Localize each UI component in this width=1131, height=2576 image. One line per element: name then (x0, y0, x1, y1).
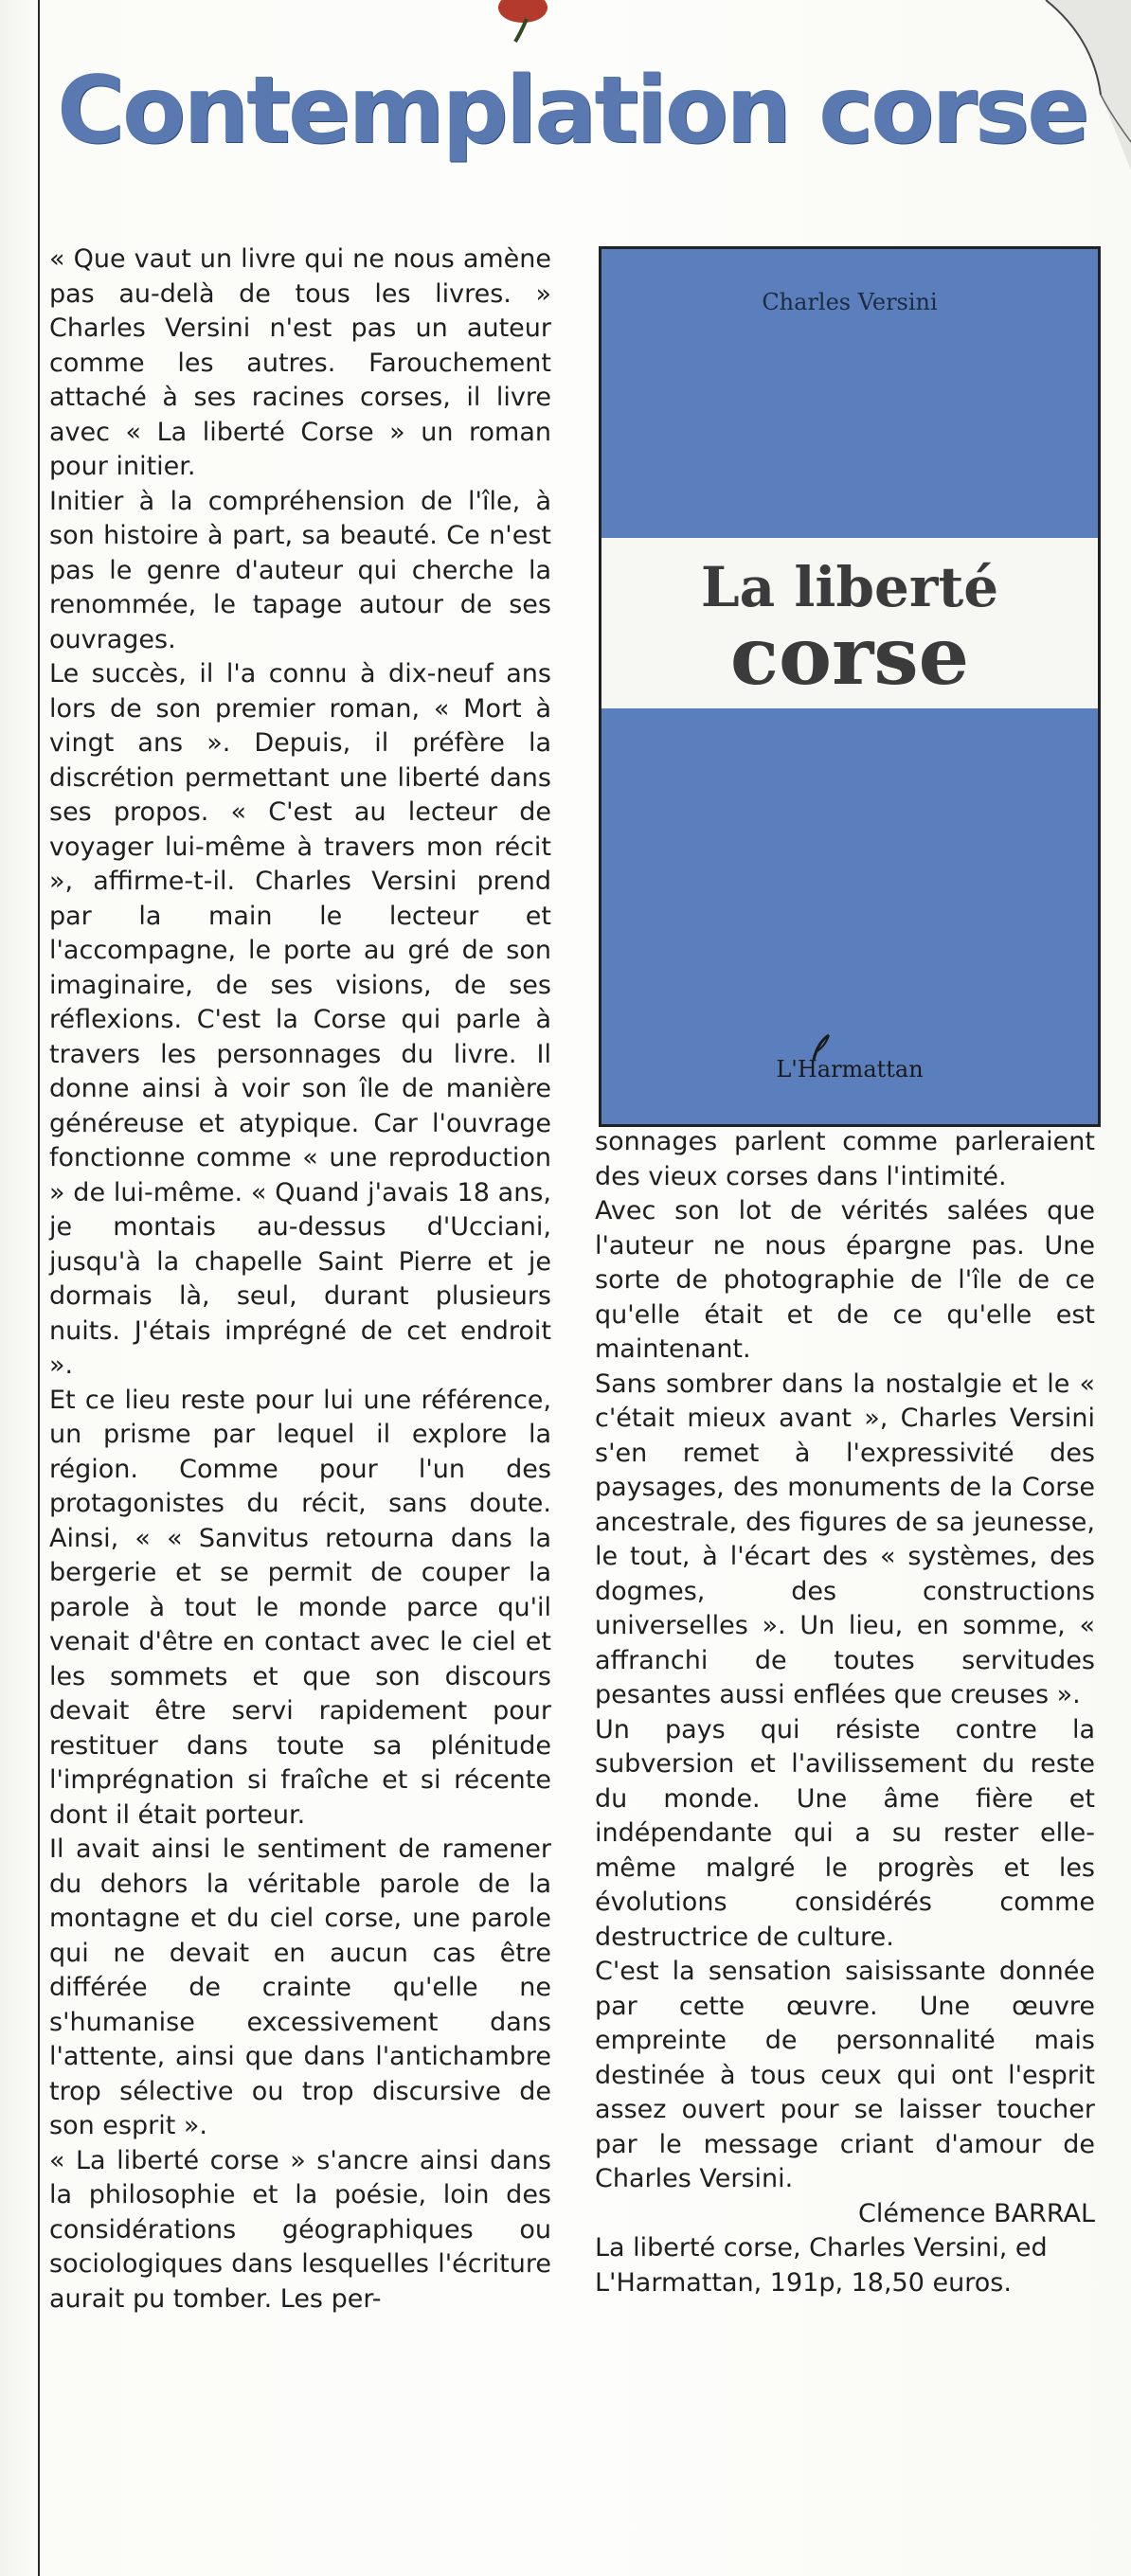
book-author: Charles Versini (762, 289, 938, 315)
column-rule (38, 0, 40, 2576)
paragraph: C'est la sensation saisissante donnée par cette œuvre. Une œuvre empreinte de personnalité mais destinée à tous ceux qui ont l'esprit assez ouvert pour se laisser toucher par le message criant d'amour de Charles Versini. (595, 1957, 1095, 2193)
article-right-column (595, 1125, 1095, 2300)
paragraph: Le succès, il l'a connu à dix-neuf ans lors de son premier roman, « Mort à vingt ans ». Depuis, il préfère la discrétion permettant une liberté dans ses propos. « C'est au lecteur de voyager lui-même à travers mon récit », affirme-t-il. Charles Versini prend par la main le lecteur et l'accompagne, le porte au gré de son imaginaire, de ses visions, de ses réflexions. C'est la Corse qui parle à travers les personnages du livre. Il donne ainsi à voir son île de manière généreuse et atypique. Car l'ouvrage fonctionne comme « une reproduction » de lui-même. « Quand j'avais 18 ans, je montais au-dessus d'Ucciani, jusqu'à la chapelle Saint Pierre et je dormais là, seul, durant plusieurs nuits. J'étais imprégné de cet endroit ». (49, 659, 551, 1380)
article-byline: Clémence BARRAL (858, 2198, 1095, 2228)
paragraph: « La liberté corse » s'ancre ainsi dans la philosophie et la poésie, loin des considérations géographiques ou sociologiques dans lesquelles l'écriture aurait pu tomber. Les per- (49, 2145, 551, 2314)
paragraph: « Que vaut un livre qui ne nous amène pas au-delà de tous les livres. » Charles Versini n'est pas un auteur comme les autres. Farouchement attaché à ses racines corses, il livre avec « La liberté Corse » un roman pour initier. (49, 244, 551, 481)
paragraph: Il avait ainsi le sentiment de ramener du dehors la véritable parole de la montagne et du ciel corse, une parole qui ne devait en aucun cas être différée de crainte qu'elle ne s'humanise excessivement dans l'attente, ainsi que dans l'antichambre trop sélective ou trop discursive de son esprit ». (49, 1834, 551, 2140)
book-cover-image (599, 246, 1101, 1127)
article-title: Contemplation corse (57, 57, 1087, 165)
article-left-column (49, 242, 551, 2317)
paragraph: Et ce lieu reste pour lui une référence, un prisme par lequel il explore la région. Comme pour l'un des protagonistes du récit, sans doute. Ainsi, « « Sanvitus retourna dans la bergerie et se permit de couper la parole à tout le monde parce qu'il venait d'être en contact avec le ciel et les sommets et que son discours devait être servi rapidement pour restituer dans toute sa plénitude l'imprégnation si fraîche et si récente dont il était porteur. (49, 1385, 551, 1830)
berry-icon (494, 0, 551, 44)
paragraph: Un pays qui résiste contre la subversion et l'avilissement du reste du monde. Une âme fière et indépendante qui a su rester elle-même malgré le progrès et les évolutions considérés comme destructrice de culture. (595, 1714, 1095, 1952)
paragraph: Initier à la compréhension de l'île, à son histoire à part, sa beauté. Ce n'est pas le genre d'auteur qui cherche la renommée, le tapage autour de ses ouvrages. (49, 486, 551, 654)
book-credits: La liberté corse, Charles Versini, ed L'Harmattan, 191p, 18,50 euros. (595, 2233, 1048, 2298)
paragraph: Avec son lot de vérités salées que l'auteur ne nous épargne pas. Une sorte de photographie de l'île de ce qu'elle était et de ce qu'elle est maintenant. (595, 1196, 1095, 1364)
book-title-line1: La liberté (700, 555, 999, 619)
book-publisher: L'Harmattan (776, 1056, 924, 1082)
paragraph: Sans sombrer dans la nostalgie et le « c'était mieux avant », Charles Versini s'en remet à l'expressivité des paysages, des monuments de la Corse ancestrale, des figures de sa jeunesse, le tout, à l'écart des « systèmes, des dogmes, des constructions universelles ». Un lieu, en somme, « affranchi de toutes servitudes pesantes aussi enflées que creuses ». (595, 1368, 1095, 1709)
paragraph: sonnages parlent comme parleraient des vieux corses dans l'intimité. (595, 1127, 1095, 1191)
book-title-line2: corse (729, 609, 970, 703)
